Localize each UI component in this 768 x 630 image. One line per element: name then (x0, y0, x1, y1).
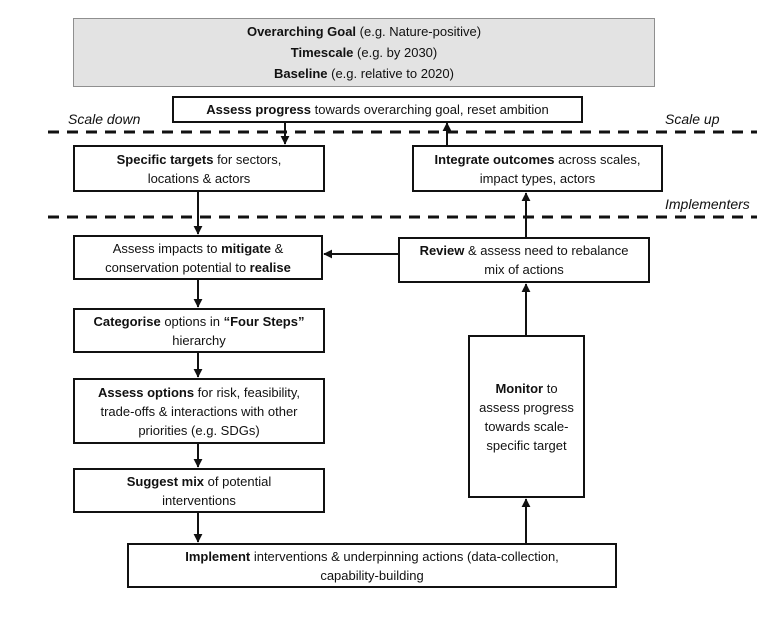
assess-impacts-box: Assess impacts to mitigate & conservation potential to realise (73, 235, 323, 280)
specific-targets-box: Specific targets for sectors, locations & actors (73, 145, 325, 192)
integrate-outcomes-box: Integrate outcomes across scales, impact types, actors (412, 145, 663, 192)
categorise-options-box: Categorise options in “Four Steps” hierarchy (73, 308, 325, 353)
overarching-goal-box: Overarching Goal (e.g. Nature-positive) Timescale (e.g. by 2030) Baseline (e.g. relative to 2020) (73, 18, 655, 87)
scale-down-label: Scale down (68, 111, 141, 127)
suggest-mix-box: Suggest mix of potential interventions (73, 468, 325, 513)
review-box: Review & assess need to rebalance mix of actions (398, 237, 650, 283)
monitor-box: Monitor to assess progress towards scale- specific target (468, 335, 585, 498)
assess-options-box: Assess options for risk, feasibility, trade-offs & interactions with other priorities (e.g. SDGs) (73, 378, 325, 444)
assess-progress-box: Assess progress towards overarching goal, reset ambition (172, 96, 583, 123)
implement-box: Implement interventions & underpinning actions (data-collection, capability-building (127, 543, 617, 588)
implementers-label: Implementers (665, 196, 750, 212)
scale-up-label: Scale up (665, 111, 720, 127)
